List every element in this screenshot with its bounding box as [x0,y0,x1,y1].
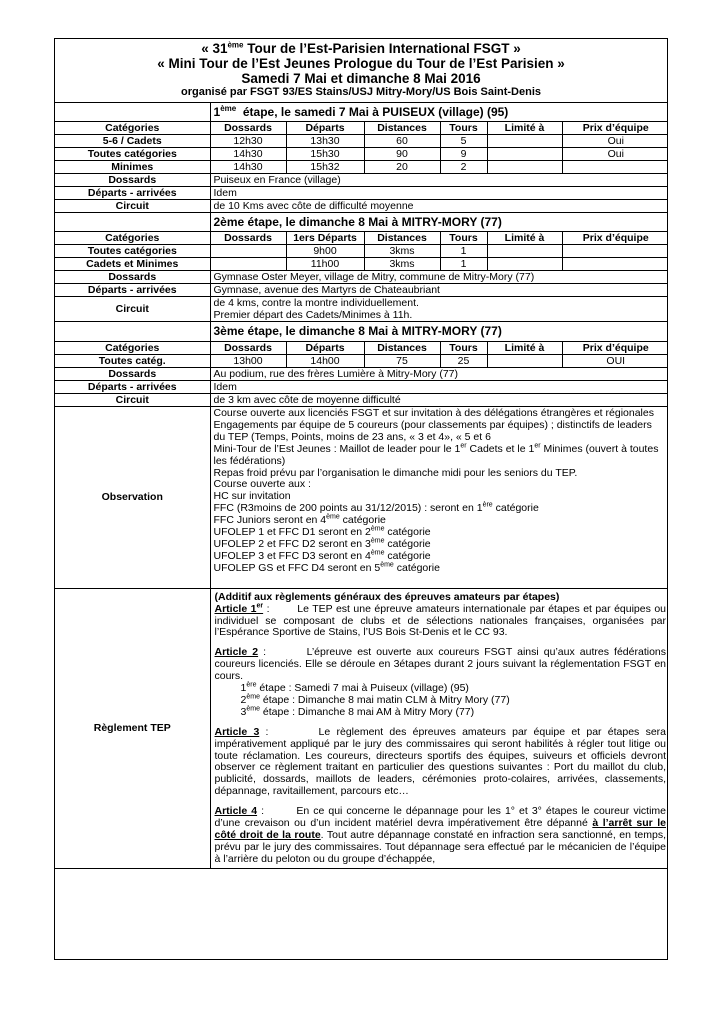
article-4: Article 4 : En ce qui concerne le dépannage pour les 1° et 3° étapes le coureur victime d’une crevaison ou d’un incident matériel devra impérativement être dépanné à l’arrêt sur le côté droit de la route. Tout autre dépannage constaté en infraction sera sanctionné, en temps, prévu par le jury des commissaires. Tout dépannage sera effectué par le mécanicien de l’équipe à l’arrière du peloton ou du groupe d’échappée, [214,805,666,865]
stage3-dossards-row: Dossards Au podium, rue des frères Lumière à Mitry-Mory (77) [55,368,668,381]
col-tours: Tours [440,122,487,135]
article-3: Article 3 : Le règlement des épreuves amateurs par équipe et par étapes sera impérativement appliqué par le jury des commissaires qui seront habilités à régler tout litige ou toute réclamation. Les coureurs, directeurs sportifs des équipes, suiveurs et officiels devront observer ce règlement traitant en particulier des questions suivantes : Port du maillot du club, publicité, dossards, maillots de leaders, cérémonies proto-colaires, arrivées, classements, dépannage, ravitaillement, parcours etc… [214,725,666,798]
col-prix-equipe: Prix d’équipe [562,122,668,135]
stage2-title: 2ème étape, le dimanche 8 Mai à MITRY-MORY (77) [210,213,668,232]
reglement-content: (Additif aux règlements généraux des épreuves amateurs par étapes) Article 1er : Le TEP est une épreuve amateurs internationale par étapes et par équipes ou individuel se composant de clubs et de sélections nationales françaises, organisées par l’Espérance Sportive de Stains, l’US Bois St-Denis et le CC 93. Article 2 : L’épreuve est ouverte aux coureurs FSGT ainsi qu’aux autres fédérations coureurs licenciés. Elle se déroule en 3étapes durant 2 jours suivant la réglementation FSGT en cours. 1ère étape : Samedi 7 mai à Puiseux (village) (95) 2ème étape : Dimanche 8 mai matin CLM à Mitry Mory (77) 3ème étape : Dimanche 8 mai AM à Mitry Mory (77) Article 3 : Le règlement des épreuves amateurs par équipe et par étapes sera impérativement appliqué par le jury des commissaires qui seront habilités à régler tout litige ou toute réclamation. Les coureurs, directeurs sportifs des équipes, suiveurs et officiels devront observer ce règlement traitant en particulier des questions suivantes : Port du maillot du club, publicité, dossards, maillots de leaders, cérémonies proto-colaires, arrivées, classements, dépannage, ravitaillement, parcours etc… Article 4 : En ce qui concerne le dépannage pour les 1° et 3° étapes le coureur victime d’une crevaison ou d’un incident matériel devra impérativement être dépanné à l’arrêt sur le côté droit de la route. Tout autre dépannage constaté en infraction sera sanctionné, en temps, prévu par le jury des commissaires. Tout dépannage sera effectué par le mécanicien de l’équipe à l’arrière du peloton ou du groupe d’échappée, [210,588,668,868]
observation-content: Course ouverte aux licenciés FSGT et sur invitation à des délégations étrangères et régionales Engagements par équipe de 5 coureurs (pour classements par équipes) ; distinctifs de leaders du TEP (Temps, Points, moins de 23 ans, « 3 et 4», « 5 et 6 Mini-Tour de l’Est Jeunes : Maillot de leader pour le 1er Cadets et le 1er Minimes (ouvert à toutes les fédérations) Repas froid prévu par l’organisation le dimanche midi pour les seniors du TEP. Course ouverte aux : HC sur invitation FFC (R3moins de 200 points au 31/12/2015) : seront en 1ère catégorie FFC Juniors seront en 4ème catégorie UFOLEP 1 et FFC D1 seront en 2ème catégorie UFOLEP 2 et FFC D2 seront en 3ème catégorie UFOLEP 3 et FFC D3 seront en 4ème catégorie UFOLEP GS et FFC D4 seront en 5ème catégorie [210,407,668,589]
col-departs: Départs [286,122,364,135]
stage1-circuit-row: Circuit de 10 Kms avec côte de difficulté moyenne [55,200,668,213]
document-header [55,39,667,103]
stage2-header-row: Catégories Dossards 1ers Départs Distances Tours Limité à Prix d’équipe [55,232,668,245]
race-dates: Samedi 7 Mai et dimanche 8 Mai 2016 [241,71,481,86]
table-row: Toutes catégories 9h00 3kms 1 [55,245,668,258]
article-2: Article 2 : L’épreuve est ouverte aux coureurs FSGT ainsi qu’aux autres fédérations coureurs licenciés. Elle se déroule en 3étapes durant 2 jours suivant la réglementation FSGT en cours. [214,646,666,683]
reglement-row [55,588,668,868]
schedule-table [55,103,668,869]
stage1-dossards-row: Dossards Puiseux en France (village) [55,174,668,187]
stage2-dossards-row: Dossards Gymnase Oster Meyer, village de Mitry, commune de Mitry-Mory (77) [55,271,668,284]
table-row: Toutes catég. 13h00 14h00 75 25 OUI [55,355,668,368]
race-organizers: organisé par FSGT 93/ES Stains/USJ Mitry-Mory/US Bois Saint-Denis [180,86,542,98]
stage1-header-row [55,122,668,135]
stage3-title: 3ème étape, le dimanche 8 Mai à MITRY-MORY (77) [210,322,668,342]
stage1-title: 1ème étape, le samedi 7 Mai à PUISEUX (village) (95) [210,103,668,122]
table-row: 5-6 / Cadets 12h30 13h30 60 5 Oui [55,135,668,148]
col-categories: Catégories [55,122,210,135]
col-limite: Limité à [487,122,562,135]
stage1-title-row [55,103,668,122]
race-title: « 31ème Tour de l’Est-Parisien International FSGT » [201,40,521,56]
article-1: Article 1er : Le TEP est une épreuve amateurs internationale par étapes et par équipes ou individuel se composant de clubs et de sélections nationales françaises, organisées par l’Espérance Sportive de Stains, l’US Bois St-Denis et le CC 93. [214,602,667,639]
reglement-label: Règlement TEP [55,588,210,868]
race-subtitle: « Mini Tour de l’Est Jeunes Prologue du Tour de l’Est Parisien » [157,56,565,71]
document-frame [54,38,668,960]
stage2-departs-row: Départs - arrivées Gymnase, avenue des Martyrs de Chateaubriant [55,284,668,297]
observation-row [55,407,668,589]
table-row: Minimes 14h30 15h32 20 2 [55,161,668,174]
table-row: Toutes catégories 14h30 15h30 90 9 Oui [55,148,668,161]
stage3-header-row: Catégories Dossards Départs Distances Tours Limité à Prix d’équipe [55,342,668,355]
stage3-departs-row: Départs - arrivées Idem [55,381,668,394]
stage2-title-row [55,213,668,232]
stage3-circuit-row: Circuit de 3 km avec côte de moyenne difficulté [55,394,668,407]
stage2-circuit-row: Circuit de 4 kms, contre la montre individuellement. Premier départ des Cadets/Minimes à 11h. [55,297,668,322]
stage1-departs-row: Départs - arrivées Idem [55,187,668,200]
stage3-title-row [55,322,668,342]
col-distances: Distances [364,122,440,135]
observation-label: Observation [55,407,210,589]
col-dossards: Dossards [210,122,286,135]
table-row: Cadets et Minimes 11h00 3kms 1 [55,258,668,271]
